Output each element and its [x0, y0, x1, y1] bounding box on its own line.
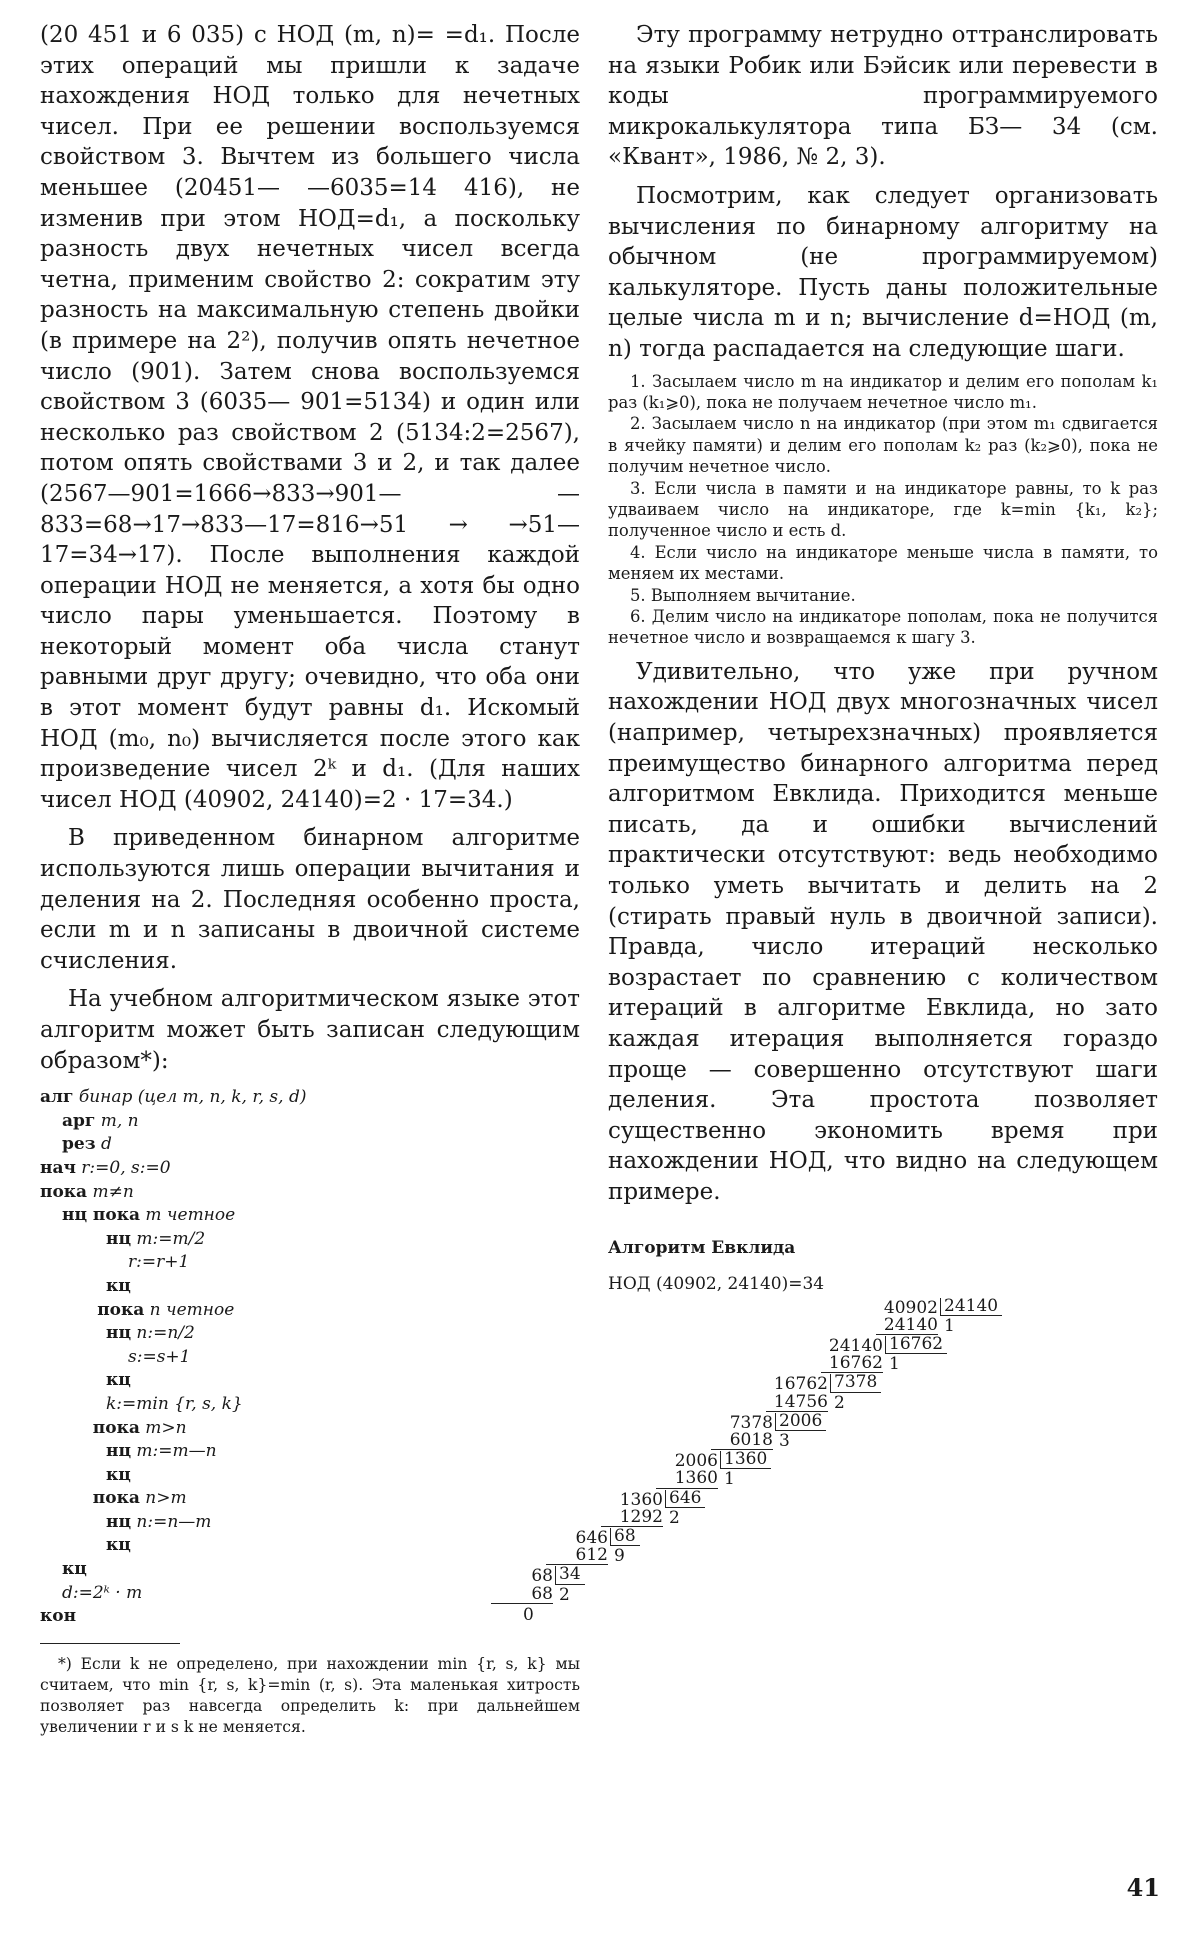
code-line: [40, 1299, 580, 1323]
euclid-divisor: 2006: [775, 1413, 826, 1431]
euclid-dividend: 68: [531, 1566, 553, 1587]
calculator-step: 5. Выполняем вычитание.: [630, 585, 856, 605]
code-line: [40, 1181, 580, 1205]
calculator-step: 1. Засылаем число m на индикатор и делим его пополам k₁ раз (k₁⩾0), пока не получаем нечетное число m₁.: [608, 371, 1158, 412]
code-text: m:=m—n: [131, 1441, 217, 1462]
euclid-quotient: 3: [779, 1430, 790, 1451]
code-line: [40, 1275, 580, 1299]
code-text: n:=n/2: [131, 1323, 195, 1344]
code-line: [40, 1440, 580, 1464]
code-line: [40, 1464, 580, 1488]
code-line: [40, 1393, 580, 1417]
code-keyword: арг: [62, 1110, 96, 1131]
calculator-step: 2. Засылаем число n на индикатор (при этом m₁ сдвигается в ячейку памяти) и делим его пополам k₂ раз (k₂⩾0), пока не получим нечетное число.: [608, 414, 1158, 477]
page-number: 41: [1126, 1873, 1160, 1902]
code-line: [40, 1157, 580, 1181]
code-line: [40, 1086, 580, 1110]
code-line: [40, 1251, 580, 1275]
euclid-quotient: 2: [669, 1507, 680, 1528]
code-keyword: пока: [92, 1417, 140, 1438]
code-keyword: алг: [40, 1087, 74, 1108]
code-line: [40, 1346, 580, 1370]
code-text: m>n: [139, 1417, 187, 1438]
euclid-product: 14756: [766, 1394, 828, 1412]
code-line: [40, 1110, 580, 1134]
code-text: k:=min {r, s, k}: [106, 1393, 243, 1414]
euclid-divisor: 16762: [885, 1336, 947, 1354]
euclid-quotient: 1: [889, 1354, 900, 1375]
code-line: [40, 1487, 580, 1511]
left-text-block: [40, 20, 580, 1076]
euclid-divisor: 68: [610, 1528, 640, 1546]
euclid-quotient: 9: [614, 1546, 625, 1567]
code-text: s:=s+1: [128, 1346, 191, 1367]
conclusion-paragraph: Удивительно, что уже при ручном нахождении НОД двух многозначных чисел (например, четырехзначных) проявляется преимущество бинарного алгоритма перед алгоритмом Евклида. Приходится меньше писать, да и ошибки вычислений практически отсутствуют: ведь необходимо только уметь вычитать и делить на 2 (стирать правый нуль в двоичной записи). Правда, число итераций несколько возрастает по сравнению с количеством итераций в алгоритме Евклида, но зато каждая итерация выполняется гораздо проще — совершенно отсутствуют шаги деления. Эта простота позволяет существенно экономить время при нахождении НОД, что видно на следующем примере.: [608, 658, 1158, 1205]
code-keyword: кц: [106, 1535, 131, 1556]
code-line: [40, 1228, 580, 1252]
euclid-dividend: 24140: [828, 1335, 883, 1356]
code-line: [40, 1511, 580, 1535]
euclid-dividend: 16762: [773, 1374, 828, 1395]
paragraph-r2: Посмотрим, как следует организовать вычисления по бинарному алгоритму на обычном (не программируемом) калькуляторе. Пусть даны положительные целые числа m и n; вычисление d=НОД (m, n) тогда распадается на следующие шаги.: [608, 182, 1158, 362]
euclid-product: 6018: [711, 1432, 773, 1450]
euclid-product: 68: [491, 1586, 553, 1604]
code-text: n>m: [139, 1488, 187, 1509]
euclid-dividend: 1360: [619, 1489, 663, 1510]
code-line: [40, 1534, 580, 1558]
euclid-dividend: 40902: [883, 1297, 938, 1318]
code-text: m:=m/2: [131, 1228, 206, 1249]
euclid-divisor: 1360: [720, 1451, 771, 1469]
euclid-long-division: [523, 1295, 1158, 1738]
calculator-step: 6. Делим число на индикаторе пополам, пока не получится нечетное число и возвращаемся к шагу 3.: [608, 607, 1158, 648]
code-text: m четное: [140, 1205, 236, 1226]
code-text: n:=n—m: [131, 1511, 212, 1532]
code-keyword: пока: [97, 1299, 145, 1320]
euclid-product: 16762: [821, 1355, 883, 1373]
code-text: n четное: [144, 1299, 235, 1320]
code-keyword: нц: [106, 1228, 132, 1249]
code-text: d:=2ᵏ · m: [62, 1582, 143, 1603]
euclid-final-remainder: 0: [523, 1604, 534, 1625]
code-line: [40, 1369, 580, 1393]
code-line: [40, 1605, 580, 1629]
euclid-product: 1360: [656, 1470, 718, 1488]
code-keyword: нач: [40, 1157, 76, 1178]
code-text: d: [95, 1134, 112, 1155]
code-keyword: кц: [106, 1464, 131, 1485]
euclid-divisor: 34: [555, 1566, 585, 1584]
euclid-dividend: 7378: [729, 1412, 773, 1433]
code-keyword: кц: [62, 1559, 87, 1580]
code-line: [40, 1417, 580, 1441]
algorithm-listing: [40, 1086, 580, 1629]
paragraph-p1: (20 451 и 6 035) с НОД (m, n)= =d₁. После этих операций мы пришли к задаче нахождения НОД только для нечетных чисел. При ее решении воспользуемся свойством 3. Вычтем из большего числа меньшее (20451— —6035=14 416), не изменив при этом НОД=d₁, а поскольку разность двух нечетных чисел всегда четна, применим свойство 2: сократим эту разность на максимальную степень двойки (в примере на 2²), получив опять нечетное число (901). Затем снова воспользуемся свойством 3 (6035— 901=5134) и один или несколько раз свойством 2 (5134:2=2567), потом опять свойствами 3 и 2, и так далее (2567—901=1666→833→901— —833=68→17→833—17=816→51 → →51—17=34→17). После выполнения каждой операции НОД не меняется, а хотя бы одно число пары уменьшается. Поэтому в некоторый момент оба числа станут равными друг другу; очевидно, что оба они в этот момент будут равны d₁. Искомый НОД (m₀, n₀) вычисляется после этого как произведение чисел 2ᵏ и d₁. (Для наших чисел НОД (40902, 24140)=2 · 17=34.): [40, 22, 580, 813]
footnote-divider: [40, 1643, 180, 1644]
euclid-divisor: 24140: [940, 1298, 1002, 1316]
code-text: бинар (цел m, n, k, r, s, d): [73, 1087, 307, 1108]
code-keyword: кц: [106, 1370, 131, 1391]
right-text-block: [608, 20, 1158, 365]
calculator-steps-list: [608, 371, 1158, 649]
code-keyword: пока: [92, 1488, 140, 1509]
code-text: r:=0, s:=0: [75, 1157, 171, 1178]
paragraph-p3: На учебном алгоритмическом языке этот алгоритм может быть записан следующим образом*):: [40, 986, 580, 1074]
paragraph-r1: Эту программу нетрудно оттранслировать на языки Робик или Бэйсик или перевести в коды программируемого микрокалькулятора типа БЗ— 34 (см. «Квант», 1986, № 2, 3).: [608, 22, 1158, 171]
euclid-result: НОД (40902, 24140)=34: [608, 1273, 825, 1294]
euclid-product: 24140: [876, 1317, 938, 1335]
code-line: [40, 1204, 580, 1228]
euclid-quotient: 1: [944, 1315, 955, 1336]
code-keyword: кон: [40, 1606, 77, 1627]
euclid-dividend: 646: [575, 1527, 608, 1548]
euclid-quotient: 2: [559, 1584, 570, 1605]
code-text: r:=r+1: [128, 1252, 190, 1273]
left-column: [40, 20, 580, 1738]
code-keyword: нц пока: [62, 1205, 140, 1226]
calculator-step: 3. Если числа в памяти и на индикаторе равны, то k раз удваиваем число на индикаторе, где k=min {k₁, k₂}; полученное число и есть d.: [608, 478, 1158, 541]
paragraph-p2: В приведенном бинарном алгоритме используются лишь операции вычитания и деления на 2. Последняя особенно проста, если m и n записаны в двоичной системе счисления.: [40, 825, 580, 974]
code-keyword: нц: [106, 1323, 132, 1344]
code-text: m, n: [95, 1110, 139, 1131]
right-column: [523, 20, 1158, 1738]
code-keyword: кц: [106, 1275, 131, 1296]
euclid-product: 612: [546, 1547, 608, 1565]
euclid-quotient: 1: [724, 1469, 735, 1490]
code-keyword: рез: [62, 1134, 96, 1155]
euclid-divisor: 7378: [830, 1374, 881, 1392]
calculator-step: 4. Если число на индикаторе меньше числа в памяти, то меняем их местами.: [608, 542, 1158, 584]
code-text: m≠n: [87, 1181, 134, 1202]
euclid-section-title: Алгоритм Евклида: [608, 1237, 796, 1258]
code-keyword: нц: [106, 1441, 132, 1462]
code-keyword: пока: [40, 1181, 88, 1202]
code-line: [40, 1322, 580, 1346]
code-keyword: нц: [106, 1511, 132, 1532]
euclid-product: 1292: [601, 1509, 663, 1527]
footnote: *) Если k не определено, при нахождении min {r, s, k} мы считаем, что min {r, s, k}=min (r, s). Эта маленькая хитрость позволяет раз навсегда определить k: при дальнейшем увеличении r и s k не меняется.: [40, 1654, 580, 1736]
euclid-dividend: 2006: [674, 1451, 718, 1472]
euclid-divisor: 646: [665, 1490, 705, 1508]
code-line: [40, 1133, 580, 1157]
euclid-quotient: 2: [834, 1392, 845, 1413]
